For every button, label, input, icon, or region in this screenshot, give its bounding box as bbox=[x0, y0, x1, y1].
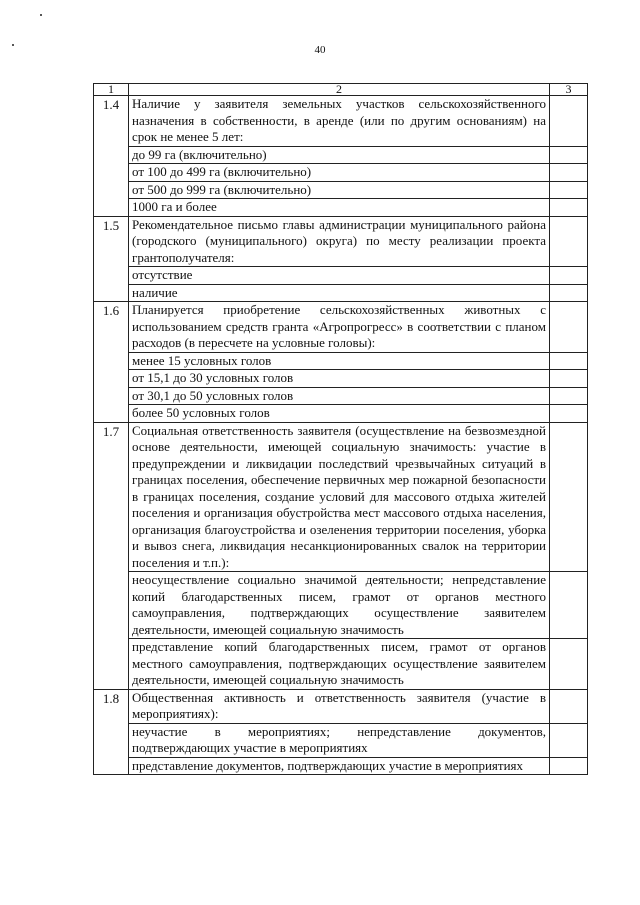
section-title: Социальная ответственность заявителя (осуществление на безвозмездной основе деятельности, имеющей социальную значимость: участие в предупреждении и ликвидации последствий чрезвычайных ситуаций в границах поселения, обеспечение первичных мер пожарной безопасности в границах поселения, создание условий для массового отдыха жителей поселения и организация обустройства мест массового отдыха населения, организация благоустройства и озеленения территории поселения, уборка и вывоз снега, ликвидация несанкционированных свалок на территории поселения и т.п.): bbox=[129, 422, 550, 572]
score-cell bbox=[550, 302, 588, 353]
table-row bbox=[94, 405, 588, 423]
table-row bbox=[94, 387, 588, 405]
score-cell bbox=[550, 387, 588, 405]
scan-speck bbox=[40, 14, 42, 16]
score-cell bbox=[550, 199, 588, 217]
table-row bbox=[94, 757, 588, 775]
score-cell bbox=[550, 284, 588, 302]
score-cell bbox=[550, 164, 588, 182]
header-col-1: 1 bbox=[94, 84, 129, 96]
option-text: наличие bbox=[129, 284, 550, 302]
table-row bbox=[94, 199, 588, 217]
table-row bbox=[94, 723, 588, 757]
score-cell bbox=[550, 146, 588, 164]
score-cell bbox=[550, 422, 588, 572]
table-row bbox=[94, 96, 588, 147]
table-row bbox=[94, 689, 588, 723]
table-row bbox=[94, 146, 588, 164]
option-text: представление документов, подтверждающих участие в мероприятиях bbox=[129, 757, 550, 775]
table-row bbox=[94, 370, 588, 388]
score-cell bbox=[550, 723, 588, 757]
table-row bbox=[94, 352, 588, 370]
section-number: 1.4 bbox=[94, 96, 129, 217]
option-text: от 30,1 до 50 условных голов bbox=[129, 387, 550, 405]
score-cell bbox=[550, 405, 588, 423]
criteria-table bbox=[93, 83, 588, 775]
option-text: от 100 до 499 га (включительно) bbox=[129, 164, 550, 182]
score-cell bbox=[550, 639, 588, 690]
option-text: неосуществление социально значимой деятельности; непредставление копий благодарственных писем, грамот от органов местного самоуправления, подтверждающих осуществление заявителем деятельности, имеющей социальную значимость bbox=[129, 572, 550, 639]
score-cell bbox=[550, 96, 588, 147]
header-col-3: 3 bbox=[550, 84, 588, 96]
section-title: Рекомендательное письмо главы администрации муниципального района (городского (муниципального) округа) по месту реализации проекта грантополучателя: bbox=[129, 216, 550, 267]
table-row bbox=[94, 572, 588, 639]
table-row bbox=[94, 639, 588, 690]
table-row bbox=[94, 164, 588, 182]
score-cell bbox=[550, 689, 588, 723]
option-text: от 500 до 999 га (включительно) bbox=[129, 181, 550, 199]
option-text: менее 15 условных голов bbox=[129, 352, 550, 370]
section-number: 1.7 bbox=[94, 422, 129, 689]
section-title: Планируется приобретение сельскохозяйственных животных с использованием средств гранта «Агропрогресс» в соответствии с планом расходов (в пересчете на условные головы): bbox=[129, 302, 550, 353]
option-text: 1000 га и более bbox=[129, 199, 550, 217]
option-text: неучастие в мероприятиях; непредставление документов, подтверждающих участие в мероприятиях bbox=[129, 723, 550, 757]
section-number: 1.6 bbox=[94, 302, 129, 423]
option-text: представление копий благодарственных писем, грамот от органов местного самоуправления, подтверждающих осуществление заявителем деятельности, имеющей социальную значимость bbox=[129, 639, 550, 690]
option-text: отсутствие bbox=[129, 267, 550, 285]
score-cell bbox=[550, 370, 588, 388]
section-number: 1.8 bbox=[94, 689, 129, 775]
table-row bbox=[94, 181, 588, 199]
section-number: 1.5 bbox=[94, 216, 129, 302]
table-row bbox=[94, 284, 588, 302]
section-title: Общественная активность и ответственность заявителя (участие в мероприятиях): bbox=[129, 689, 550, 723]
option-text: от 15,1 до 30 условных голов bbox=[129, 370, 550, 388]
score-cell bbox=[550, 267, 588, 285]
table-row bbox=[94, 302, 588, 353]
option-text: более 50 условных голов bbox=[129, 405, 550, 423]
table-row bbox=[94, 267, 588, 285]
score-cell bbox=[550, 181, 588, 199]
table-row bbox=[94, 216, 588, 267]
score-cell bbox=[550, 352, 588, 370]
page-number: 40 bbox=[314, 44, 326, 56]
score-cell bbox=[550, 757, 588, 775]
table-row bbox=[94, 422, 588, 572]
section-title: Наличие у заявителя земельных участков сельскохозяйственного назначения в собственности, в аренде (или по другим основаниям) на срок не менее 5 лет: bbox=[129, 96, 550, 147]
score-cell bbox=[550, 216, 588, 267]
option-text: до 99 га (включительно) bbox=[129, 146, 550, 164]
header-col-2: 2 bbox=[129, 84, 550, 96]
table-header-row bbox=[94, 84, 588, 96]
score-cell bbox=[550, 572, 588, 639]
